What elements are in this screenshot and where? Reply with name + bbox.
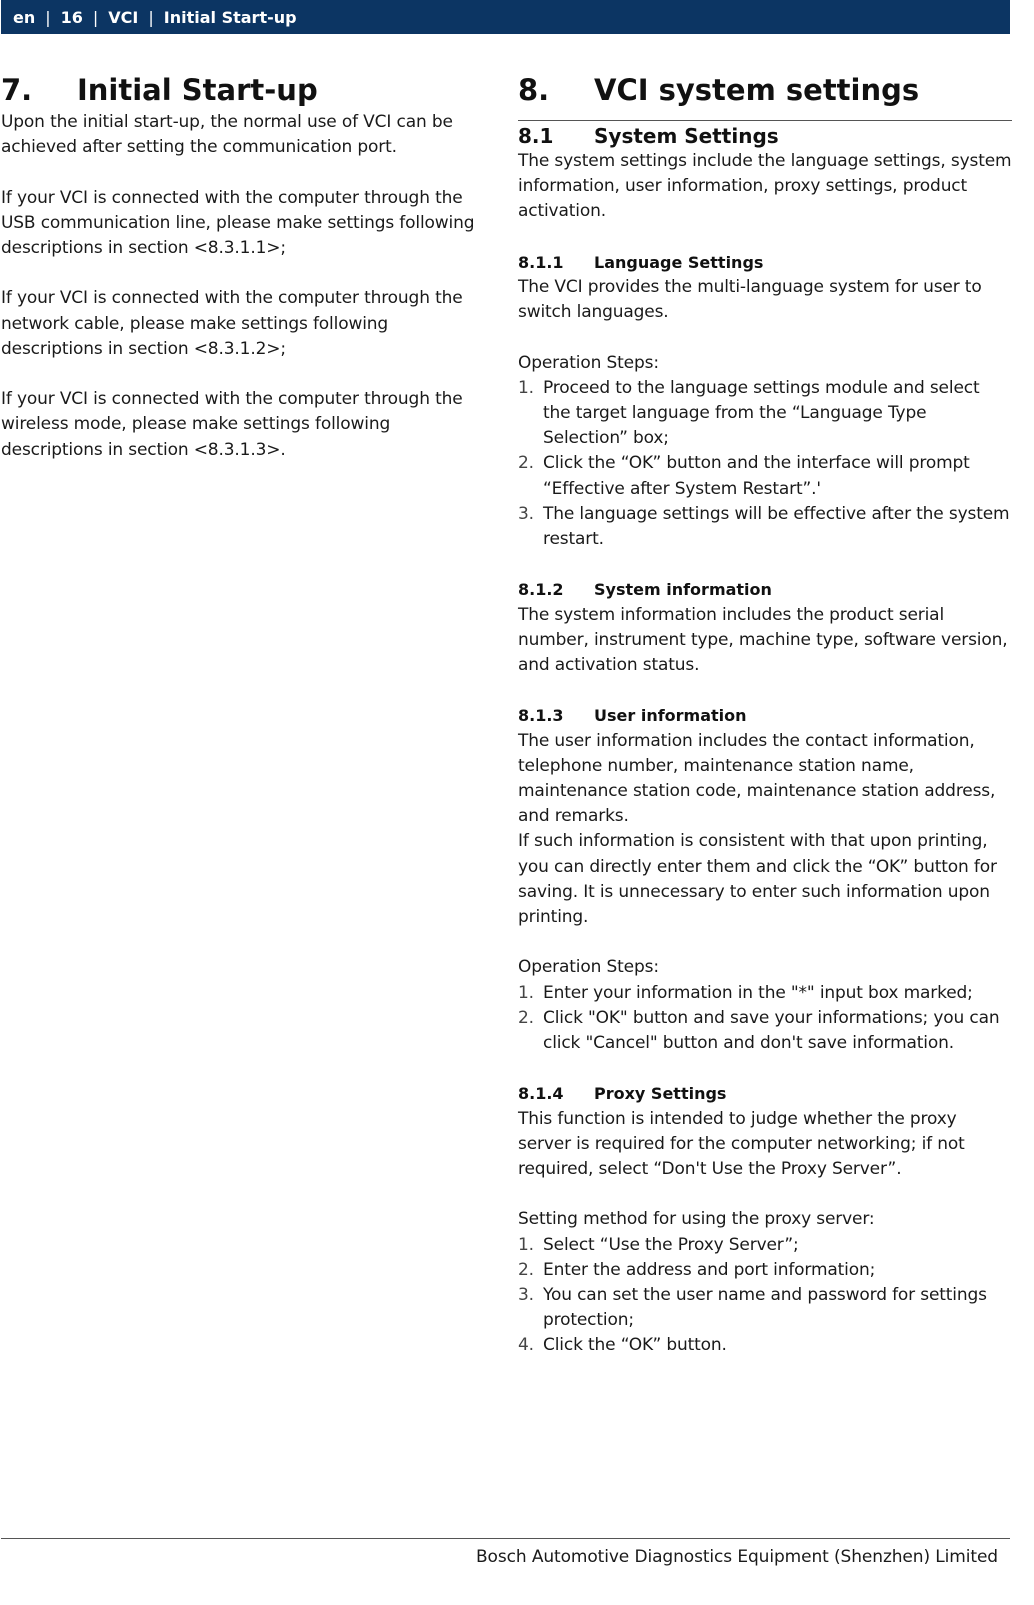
step-number: 2.: [518, 1259, 534, 1280]
header-separator: |: [45, 7, 51, 27]
step-text: Click "OK" button and save your informations; you can click "Cancel" button and don't save information.: [543, 1007, 1000, 1054]
paragraph: The VCI provides the multi-language system for user to switch languages.: [518, 277, 982, 323]
step-number: 1.: [518, 1234, 534, 1255]
section-number: 7.: [1, 73, 33, 107]
step-number: 1.: [518, 377, 534, 398]
right-column: [518, 70, 1012, 1359]
paragraph: Upon the initial start-up, the normal use of VCI can be achieved after setting the communication port.: [1, 112, 453, 158]
steps-list: [518, 1233, 1012, 1359]
step-text: The language settings will be effective after the system restart.: [543, 503, 1010, 550]
subsection-8-1-4-heading: [518, 1081, 1012, 1106]
step-number: 1.: [518, 982, 534, 1003]
list-item: [518, 981, 1012, 1006]
step-text: Click the “OK” button and the interface will prompt “Effective after System Restart”.': [543, 453, 970, 499]
step-number: 3.: [518, 503, 534, 524]
step-number: 3.: [518, 1285, 534, 1306]
paragraph: The system information includes the product serial number, instrument type, machine type, software version, and activation status.: [518, 604, 1008, 676]
section-8-heading: [518, 70, 1012, 110]
paragraph: If your VCI is connected with the computer through the USB communication line, please make settings following descriptions in section <8.3.1.1>;: [1, 187, 475, 258]
step-text: You can set the user name and password for settings protection;: [543, 1285, 987, 1331]
step-number: 2.: [518, 1007, 534, 1028]
list-item: [518, 502, 1012, 552]
steps-label: Operation Steps:: [518, 957, 659, 978]
header-chapter: Initial Start-up: [163, 7, 297, 27]
header-separator: |: [148, 7, 154, 27]
step-text: Enter your information in the "*" input box marked;: [543, 982, 973, 1003]
list-item: [518, 1333, 1012, 1358]
steps-list: [518, 981, 1012, 1057]
list-item: [518, 376, 1012, 452]
header-page-number: 16: [60, 7, 83, 27]
paragraph: The user information includes the contact information, telephone number, maintenance station name, maintenance station code, maintenance station address, and remarks.: [518, 730, 996, 827]
step-number: 4.: [518, 1335, 534, 1356]
subsection-number: 8.1.3: [518, 706, 564, 726]
paragraph: If your VCI is connected with the computer through the network cable, please make settings following descriptions in section <8.3.1.2>;: [1, 288, 463, 359]
list-item: [518, 1283, 1012, 1333]
list-item: [518, 451, 1012, 501]
subsection-number: 8.1.4: [518, 1084, 564, 1104]
steps-list: [518, 376, 1012, 552]
section-title: VCI system settings: [594, 73, 920, 107]
step-number: 2.: [518, 453, 534, 474]
list-item: [518, 1006, 1012, 1056]
steps-label: Setting method for using the proxy server:: [518, 1209, 875, 1230]
heading-divider: [518, 120, 1012, 121]
header-separator: |: [92, 7, 99, 27]
step-text: Proceed to the language settings module and select the target language from the “Language Type Selection” box;: [543, 377, 980, 449]
subsection-8-1-1-heading: [518, 250, 1012, 275]
paragraph: The system settings include the language settings, system information, user information, proxy settings, product activation.: [518, 151, 1012, 222]
section-7-heading: [1, 70, 491, 110]
section-number: 8.: [518, 73, 550, 107]
step-text: Select “Use the Proxy Server”;: [543, 1234, 799, 1255]
header-product: VCI: [108, 7, 139, 27]
subsection-number: 8.1.2: [518, 580, 564, 600]
subsection-title: System Settings: [594, 124, 779, 148]
subsection-title: Language Settings: [594, 252, 764, 272]
subsection-number: 8.1.1: [518, 252, 564, 272]
footer-company: Bosch Automotive Diagnostics Equipment (Shenzhen) Limited: [475, 1547, 998, 1567]
list-item: [518, 1233, 1012, 1258]
subsection-8-1-heading: [518, 123, 1012, 149]
paragraph: This function is intended to judge whether the proxy server is required for the computer networking; if not required, select “Don't Use the Proxy Server”.: [518, 1108, 965, 1180]
subsection-8-1-2-heading: [518, 577, 1012, 602]
header-language: en: [13, 7, 36, 27]
left-column: [1, 70, 491, 463]
step-text: Click the “OK” button.: [543, 1335, 727, 1356]
paragraph: If your VCI is connected with the computer through the wireless mode, please make settings following descriptions in section <8.3.1.3>.: [1, 389, 463, 460]
subsection-8-1-3-heading: [518, 703, 1012, 728]
list-item: [518, 1258, 1012, 1283]
subsection-title: User information: [594, 706, 747, 726]
footer-divider: [1, 1538, 1010, 1539]
step-text: Enter the address and port information;: [543, 1259, 876, 1280]
subsection-title: Proxy Settings: [594, 1084, 727, 1104]
steps-label: Operation Steps:: [518, 352, 659, 373]
subsection-title: System information: [594, 580, 772, 600]
page-header-bar: [1, 0, 1010, 34]
paragraph: If such information is consistent with that upon printing, you can directly enter them and click the “OK” button for saving. It is unnecessary to enter such information upon printing.: [518, 831, 997, 928]
section-title: Initial Start-up: [77, 73, 318, 107]
subsection-number: 8.1: [518, 124, 554, 148]
